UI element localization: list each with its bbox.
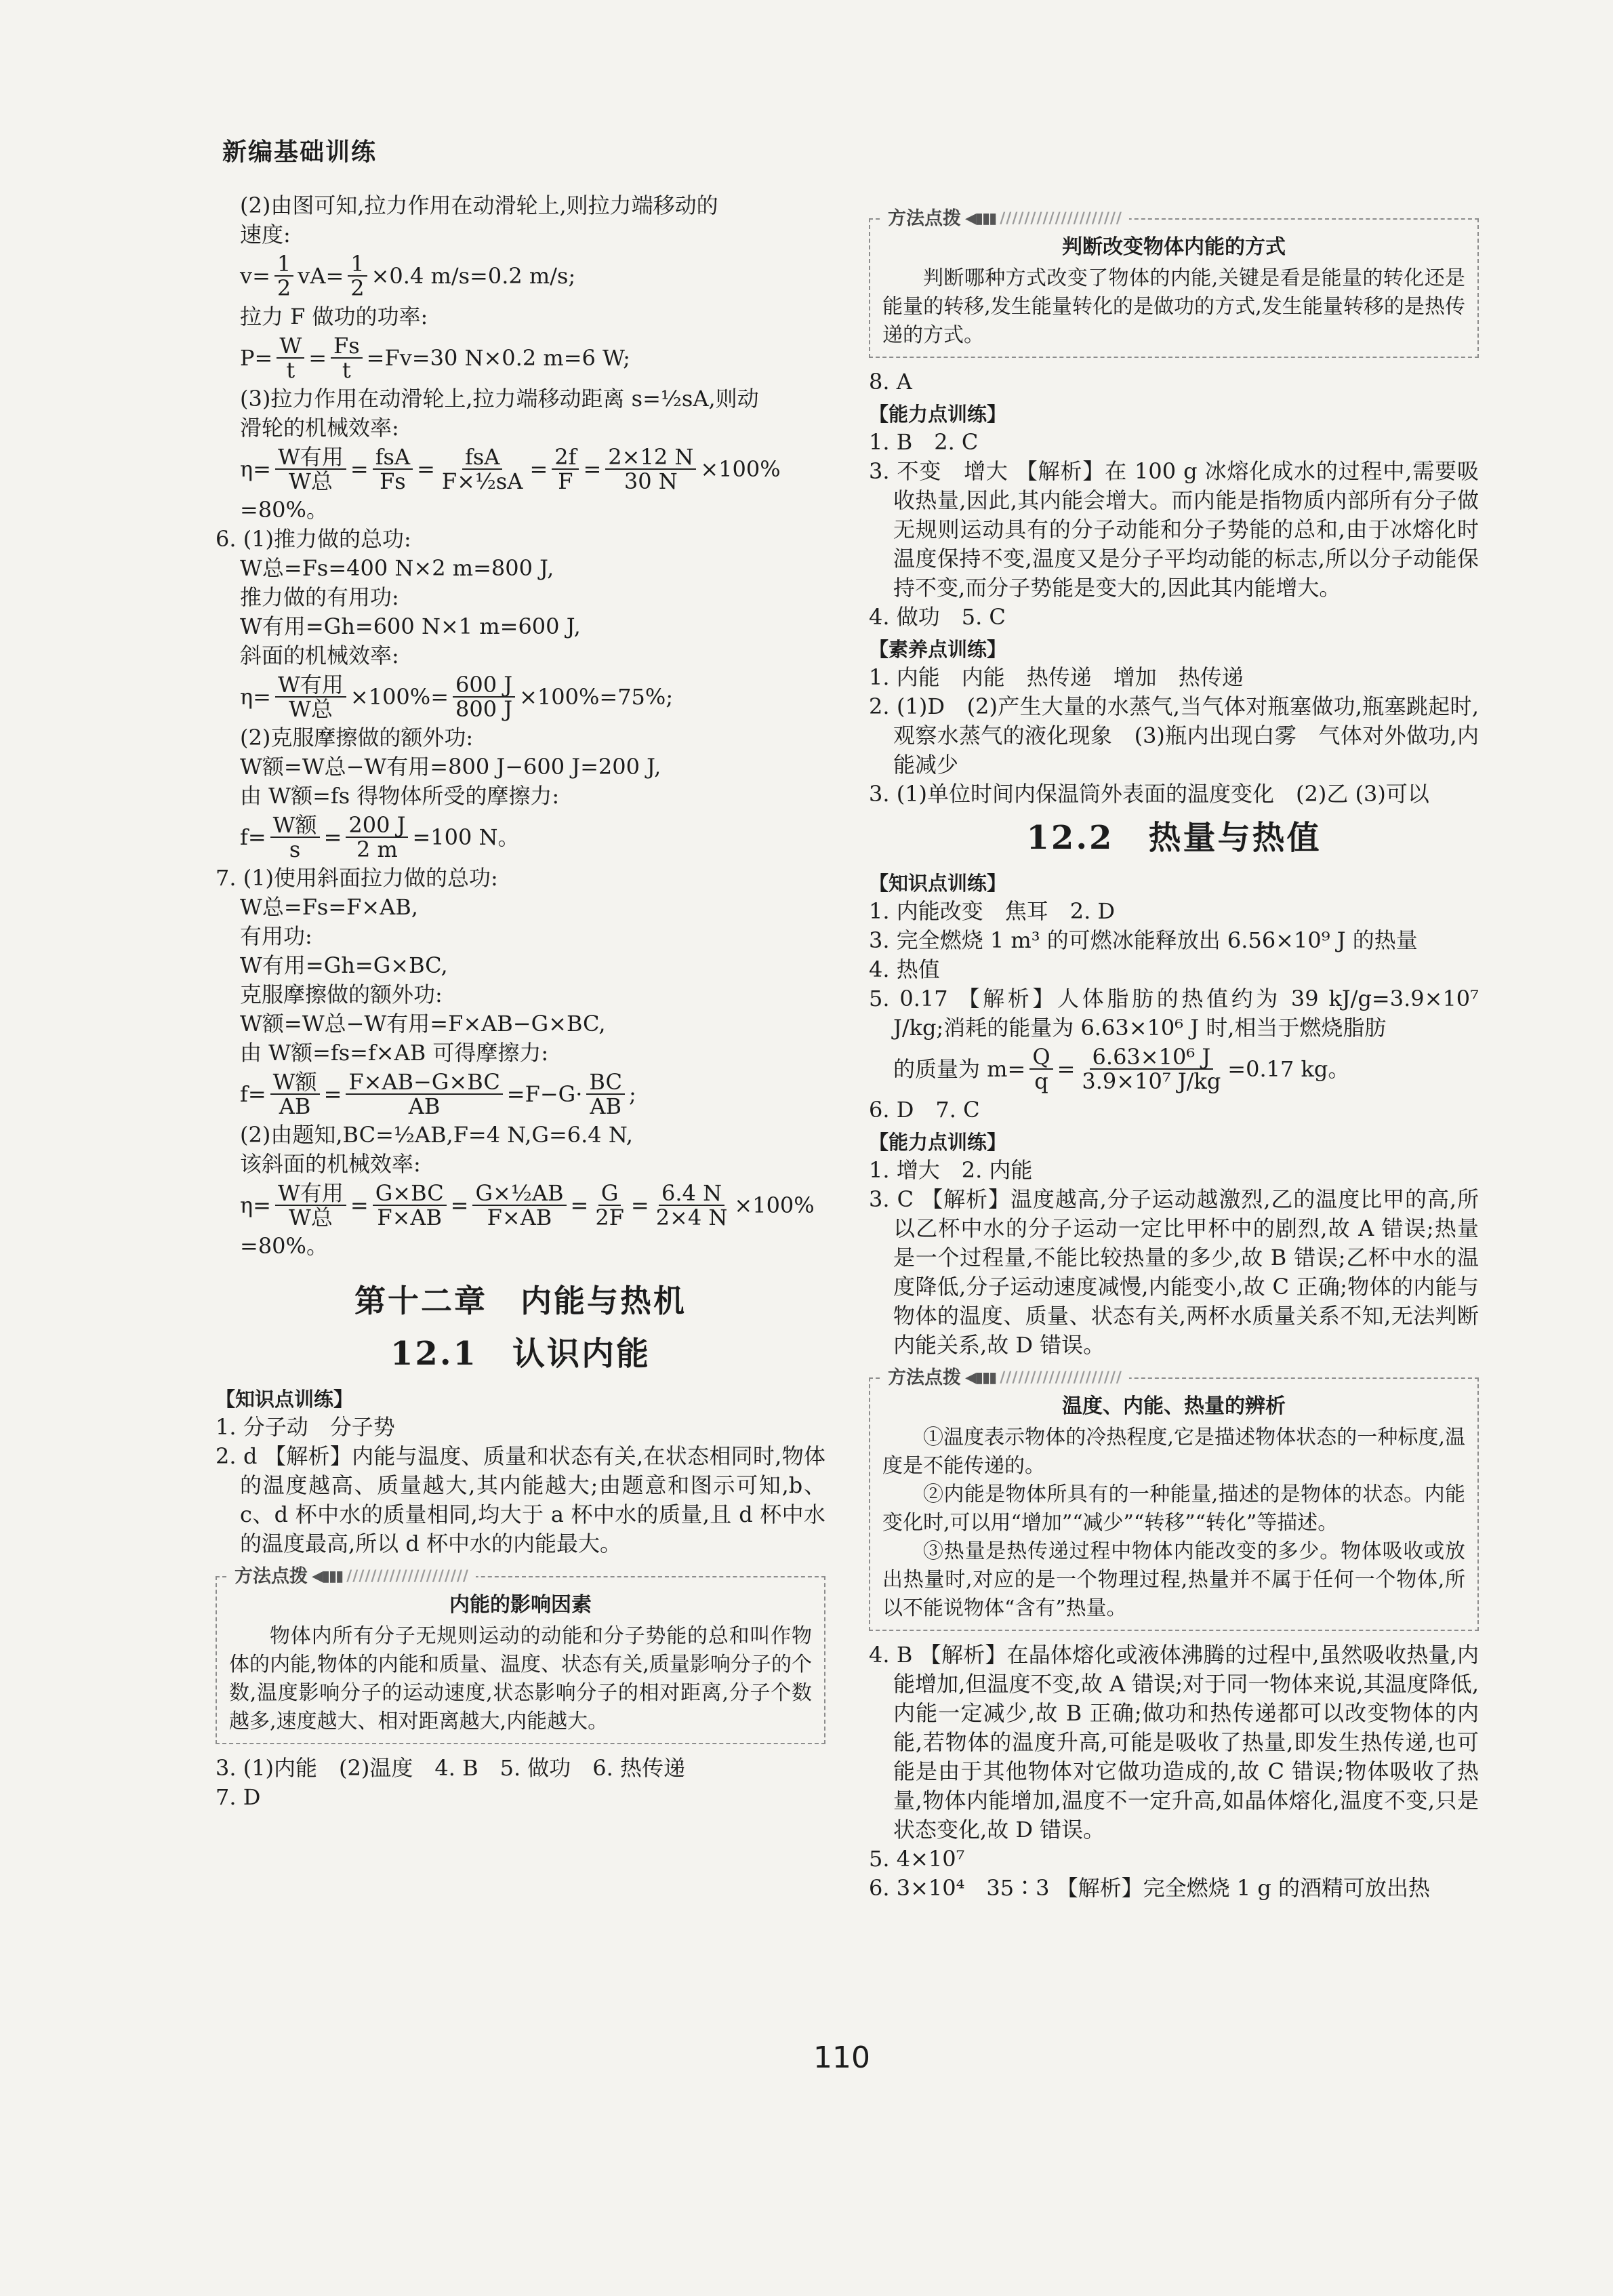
- tip-label: 方法点拨 ◀▮▮▮ ////////////////////: [881, 205, 1129, 233]
- equation-velocity: [216, 252, 825, 300]
- equation-friction-slope: f= $\frac{\text{W额}}{AB}$ = $\frac{F\times AB-G\times BC}{AB}$ =F−G· $\frac{BC}{AB}$ ;: [240, 1069, 636, 1119]
- equation-efficiency-slope: η= $\frac{\text{W有用}}{\text{W总}}$ ×100%= $\frac{600 J}{800 J}$ ×100%=75%;: [240, 672, 674, 722]
- fraction: $\frac{1}{2}$: [348, 252, 367, 300]
- answer-line: 1. 内能改变 焦耳 2. D: [869, 898, 1116, 924]
- tip-body: 判断哪种方式改变了物体的内能,关键是看是能量的转化还是能量的转移,发生能量转化的是做功的方式,发生能量转移的是热传递的方式。: [882, 266, 1465, 347]
- answer-paragraph: 3. C 【解析】温度越高,分子运动越激烈,乙的温度比甲的高,所以乙杯中水的分子运动一定比甲杯中的剧烈,故 A 错误;热量是一个过程量,不能比较热量的多少,故 B 错误;乙杯中水的温度降低,分子运动速度减慢,内能变小,故 C 正确;物体的内能与物体的温度、质量、状态有关,两杯水质量关系不知,无法判断内能关系,故 D 错误。: [869, 1186, 1479, 1358]
- text-line: 由 W额=fs 得物体所受的摩擦力:: [240, 783, 560, 809]
- section-tag: 【能力点训练】: [869, 1131, 1007, 1154]
- tip-body: 物体内所有分子无规则运动的动能和分子势能的总和叫作物体的内能,物体的内能和质量、温度、状态有关,质量影响分子的个数,温度影响分子的运动速度,状态影响分子的相对距离,分子个数越多,速度越大、相对距离越大,内能越大。: [229, 1624, 812, 1733]
- book-title: 新编基础训练: [222, 138, 377, 166]
- tip-label: 方法点拨 ◀▮▮▮ ////////////////////: [228, 1563, 476, 1591]
- answer-paragraph: 3. 不变 增大 【解析】在 100 g 冰熔化成水的过程中,需要吸收热量,因此,其内能会增大。而内能是指物质内部所有分子做无规则运动具有的分子动能和分子势能的总和,由于冰熔化时温度保持不变,温度又是分子平均动能的标志,所以分子动能保持不变,而分子势能是变大的,因此其内能增大。: [869, 458, 1479, 601]
- section-title: 12.2 热量与热值: [1026, 819, 1322, 857]
- answer-line: 7. D: [216, 1784, 261, 1810]
- text-line: (2)由题知,BC=½AB,F=4 N,G=6.4 N,: [240, 1122, 633, 1148]
- equation-mass: 的质量为 m= $\frac{Q}{q}$ = $\frac{\text{6.63×10⁶ J}}{\text{3.9×10⁷ J/kg}}$ =0.17 kg。: [893, 1044, 1350, 1094]
- speaker-icon: ◀▮▮▮: [965, 1369, 996, 1386]
- text-line: 拉力 F 做功的功率:: [240, 304, 428, 329]
- answer-line: 8. A: [869, 369, 912, 395]
- answer-line: 3. 完全燃烧 1 m³ 的可燃冰能释放出 6.56×10⁹ J 的热量: [869, 927, 1418, 953]
- tip-label: 方法点拨 ◀▮▮▮ ////////////////////: [881, 1364, 1129, 1392]
- answer-paragraph: 2. (1)D (2)产生大量的水蒸气,当气体对瓶塞做功,瓶塞跳起时,观察水蒸气的液化现象 (3)瓶内出现白雾 气体对外做功,内能减少: [869, 693, 1479, 778]
- method-tip-box: [216, 1566, 825, 1744]
- text-line: W总=Fs=400 N×2 m=800 J,: [240, 555, 554, 581]
- fraction: $\frac{1}{2}$: [274, 252, 293, 300]
- tip-body: ①温度表示物体的冷热程度,它是描述物体状态的一种标度,温度是不能传递的。: [882, 1426, 1465, 1478]
- equation-friction: f= $\frac{\text{W额}}{s}$ = $\frac{200 J}{2 m}$ =100 N。: [240, 812, 520, 862]
- method-tip-box: [869, 1367, 1479, 1631]
- text-line: 推力做的有用功:: [240, 584, 399, 610]
- eq-part: v=: [240, 262, 270, 289]
- eq-part: vA=: [298, 262, 344, 289]
- text-line: 斜面的机械效率:: [240, 643, 399, 668]
- equation-efficiency-slope-2: η= $\frac{\text{W有用}}{\text{W总}}$ = $\frac{G\times BC}{F\times AB}$ = $\frac{\text{G×½AB}}{F\times AB}$ = $\frac{G}{2F}$ = $\frac{6.4 N}{2\times 4 N}$ ×100%: [240, 1180, 815, 1230]
- text-line: 滑轮的机械效率:: [240, 415, 399, 441]
- section-tag: 【能力点训练】: [869, 403, 1007, 426]
- text-line: W有用=Gh=G×BC,: [240, 952, 448, 978]
- method-tip-box: [869, 208, 1479, 358]
- answer-line: 4. 做功 5. C: [869, 604, 1006, 630]
- text-line: (3)拉力作用在动滑轮上,拉力端移动距离 s=½sA,则动: [240, 386, 759, 411]
- text-line: 克服摩擦做的额外功:: [240, 982, 443, 1007]
- text-line: 有用功:: [240, 923, 312, 949]
- tip-body: ②内能是物体所具有的一种能量,描述的是物体的状态。内能变化时,可以用“增加”“减少”“转移”“转化”等描述。: [882, 1483, 1465, 1535]
- chapter-title: 第十二章 内能与热机: [354, 1283, 687, 1319]
- text-line: W总=Fs=F×AB,: [240, 894, 418, 920]
- section-tag: 【素养点训练】: [869, 638, 1007, 661]
- text-line: W有用=Gh=600 N×1 m=600 J,: [240, 613, 581, 639]
- answer-line: 1. B 2. C: [869, 429, 979, 455]
- tip-title: 判断改变物体内能的方式: [1062, 235, 1286, 259]
- equation-power: P= $\frac{W}{t}$ = $\frac{Fs}{t}$ =Fv=30 N×0.2 m=6 W;: [240, 333, 630, 383]
- text-line: 速度:: [240, 222, 291, 247]
- speaker-icon: ◀▮▮▮: [965, 210, 996, 227]
- text-line: W额=W总−W有用=F×AB−G×BC,: [240, 1011, 606, 1036]
- section-title: 12.1 认识内能: [390, 1335, 651, 1373]
- text-line: (2)克服摩擦做的额外功:: [240, 725, 474, 750]
- answer-paragraph: 5. 0.17 【解析】人体脂肪的热值约为 39 kJ/g=3.9×10⁷ J/kg;消耗的能量为 6.63×10⁶ J 时,相当于燃烧脂肪: [869, 986, 1479, 1041]
- right-column: [869, 191, 1479, 1903]
- question-6: 6. (1)推力做的总功:: [216, 526, 411, 552]
- speaker-icon: ◀▮▮▮: [312, 1568, 343, 1585]
- text-line: (2)由图可知,拉力作用在动滑轮上,则拉力端移动的: [240, 193, 718, 218]
- section-tag: 【知识点训练】: [869, 872, 1007, 895]
- answer-line: 3. (1)内能 (2)温度 4. B 5. 做功 6. 热传递: [216, 1755, 685, 1781]
- decorative-dashes: ////////////////////: [346, 1568, 469, 1585]
- answer-line: 1. 内能 内能 热传递 增加 热传递: [869, 664, 1244, 690]
- answer-line: 4. 热值: [869, 956, 940, 982]
- decorative-dashes: ////////////////////: [1000, 1369, 1122, 1386]
- tip-title: 内能的影响因素: [449, 1593, 592, 1617]
- decorative-dashes: ////////////////////: [1000, 210, 1122, 227]
- answer-paragraph: 4. B 【解析】在晶体熔化或液体沸腾的过程中,虽然吸收热量,内能增加,但温度不变,故 A 错误;对于同一物体来说,其温度降低,内能一定减少,故 B 正确;做功和热传递都可以改变物体的内能,若物体的温度升高,可能是吸收了热量,即发生热传递,也可能是由于其他物体对它做功造成的,故 C 错误;物体吸收了热量,物体内能增加,温度不一定升高,如晶体熔化,温度不变,只是状态变化,故 D 错误。: [869, 1642, 1479, 1842]
- text-line: =80%。: [240, 497, 328, 523]
- text-line: =80%。: [240, 1233, 328, 1259]
- eq-part: ×0.4 m/s=0.2 m/s;: [371, 262, 576, 289]
- answer-paragraph: 2. d 【解析】内能与温度、质量和状态有关,在状态相同时,物体的温度越高、质量越大,其内能越大;由题意和图示可知,b、c、d 杯中水的质量相同,均大于 a 杯中水的质量,且 d 杯中水的温度最高,所以 d 杯中水的内能最大。: [216, 1443, 825, 1556]
- left-column: [216, 191, 825, 1812]
- tip-title: 温度、内能、热量的辨析: [1062, 1394, 1286, 1418]
- text-line: 由 W额=fs=f×AB 可得摩擦力:: [240, 1040, 549, 1066]
- answer-line: 6. D 7. C: [869, 1097, 980, 1123]
- answer-line: 1. 分子动 分子势: [216, 1414, 395, 1440]
- answer-line: 5. 4×10⁷: [869, 1846, 965, 1872]
- text-line: 该斜面的机械效率:: [240, 1151, 421, 1177]
- section-tag: 【知识点训练】: [216, 1388, 354, 1411]
- equation-efficiency-pulley: η= $\frac{\text{W有用}}{\text{W总}}$ = $\frac{\text{fsA}}{Fs}$ = $\frac{\text{fsA}}{\text{F×½sA}}$ = $\frac{2f}{F}$ = $\frac{2\times 12 N}{30 N}$ ×100%: [240, 444, 781, 494]
- answer-line: 1. 增大 2. 内能: [869, 1157, 1033, 1183]
- tip-body: ③热量是热传递过程中物体内能改变的多少。物体吸收或放出热量时,对应的是一个物理过程,热量并不属于任何一个物体,所以不能说物体“含有”热量。: [882, 1539, 1465, 1620]
- page-number: 110: [813, 2040, 870, 2075]
- question-7: 7. (1)使用斜面拉力做的总功:: [216, 865, 498, 891]
- text-line: W额=W总−W有用=800 J−600 J=200 J,: [240, 754, 661, 780]
- answer-paragraph: 3. (1)单位时间内保温筒外表面的温度变化 (2)乙 (3)可以: [869, 781, 1429, 807]
- answer-line: 6. 3×10⁴ 35∶3 【解析】完全燃烧 1 g 的酒精可放出热: [869, 1875, 1431, 1901]
